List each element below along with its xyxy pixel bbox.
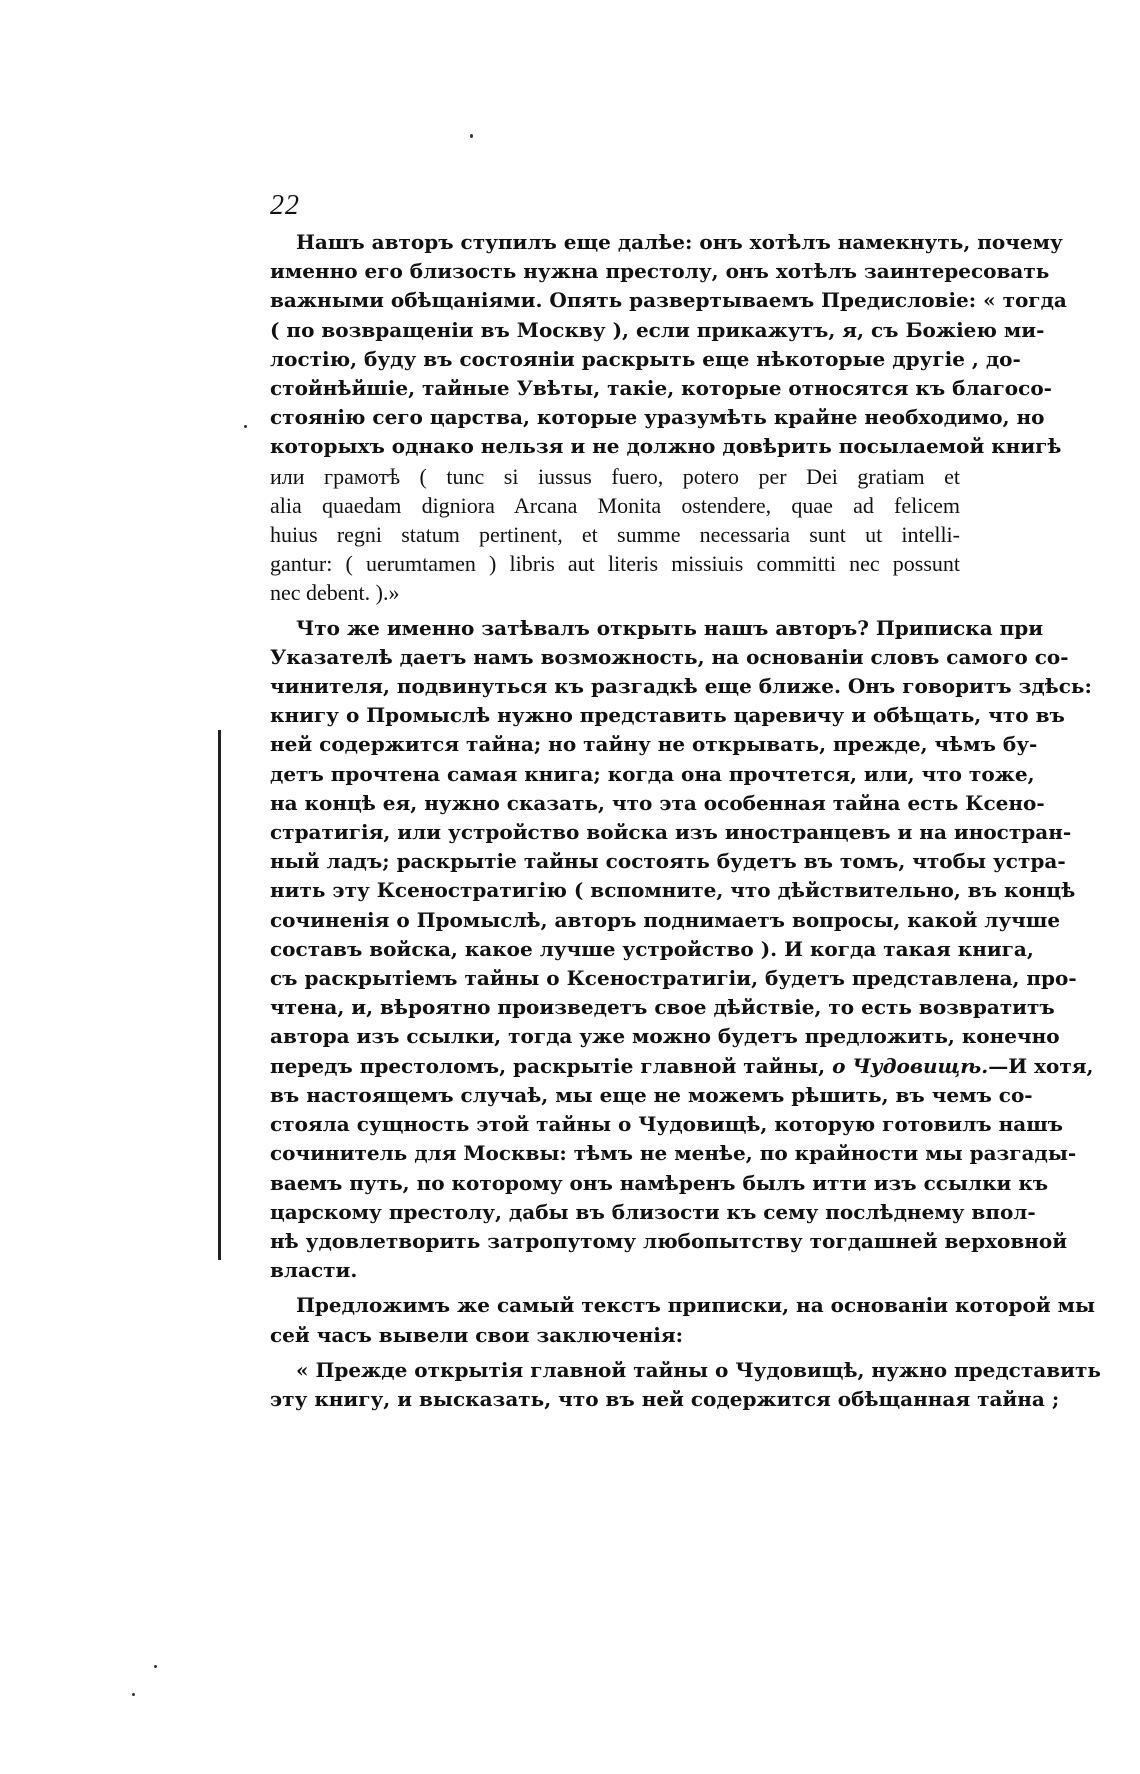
text-line: эту книгу, и высказать, что въ ней содержится обѣщанная тайна ;: [270, 1386, 1060, 1411]
paragraph: [270, 228, 1067, 608]
text-line: стоянію сего царства, которые уразумѣть крайне необходимо, но: [270, 405, 1045, 430]
text-line: составъ войска, какое лучше устройство ). И когда такая книга,: [270, 936, 1034, 961]
text-line: чтена, и, вѣроятно произведетъ свое дѣйствіе, то есть возвратитъ: [270, 995, 1055, 1020]
text-line: чинителя, подвинуться къ разгадкѣ еще ближе. Онъ говоритъ здѣсь:: [270, 674, 1092, 699]
paragraph: [270, 1356, 1101, 1414]
page-content: [270, 190, 1101, 1420]
text-line: на концѣ ея, нужно сказать, что эта особенная тайна есть Ксено-: [270, 790, 1045, 815]
text-segment: —И хотя,: [988, 1053, 1094, 1078]
text-line: автора изъ ссылки, тогда уже можно будетъ предложить, конечно: [270, 1024, 1060, 1049]
text-line: Предложимъ же самый текстъ приписки, на основаніи которой мы: [296, 1293, 1096, 1318]
text-line: стойнѣйшіе, тайные Увѣты, такіе, которые относятся къ благосо-: [270, 376, 1052, 401]
scan-speck: [470, 134, 473, 138]
text-line: [270, 1052, 1094, 1081]
text-line: сочиненія о Промыслѣ, авторъ поднимаетъ вопросы, какой лучше: [270, 907, 1061, 932]
text-line: Нашъ авторъ ступилъ еще далѣе: онъ хотѣлъ намекнуть, почему: [296, 230, 1063, 254]
text-line: сей часъ вывели свои заключенія:: [270, 1322, 683, 1347]
text-line: ный ладъ; раскрытіе тайны состоять будетъ въ томъ, чтобы устра-: [270, 849, 1066, 874]
text-line: детъ прочтена самая книга; когда она прочтется, или, что тоже,: [270, 761, 1035, 786]
text-line: сочинитель для Москвы: тѣмъ не менѣе, по крайности мы разгады-: [270, 1141, 1077, 1166]
text-line: стояла сущность этой тайны о Чудовищѣ, которую готовилъ нашъ: [270, 1112, 1064, 1137]
text-line: съ раскрытіемъ тайны о Ксеностратигіи, будетъ представлена, про-: [270, 966, 1077, 991]
text-line: ней содержится тайна; но тайну не открывать, прежде, чѣмъ бу-: [270, 732, 1038, 757]
text-line: нѣ удовлетворить затропутому любопытству тогдашней верховной: [270, 1228, 1068, 1253]
text-line: важными обѣщаніями. Опять развертываемъ Предисловіе: « тогда: [270, 288, 1067, 313]
text-line: книгу о Промыслѣ нужно представить царевичу и обѣщать, что въ: [270, 703, 1065, 728]
text-segment: передъ престоломъ, раскрытіе главной тайны,: [270, 1053, 833, 1078]
text-line: которыхъ однако нельзя и не должно довѣрить посылаемой книгѣ: [270, 434, 1062, 459]
scan-speck: [244, 425, 247, 428]
text-line: власти.: [270, 1258, 358, 1283]
page-number: 22: [270, 190, 300, 221]
text-line: « Прежде открытія главной тайны о Чудовищѣ, нужно представить: [296, 1357, 1101, 1382]
text-line: huius regni statum pertinent, et summe necessaria sunt ut intelli-: [270, 522, 960, 548]
text-line: именно его близость нужна престолу, онъ хотѣлъ заинтересовать: [270, 259, 1050, 284]
text-body: [270, 228, 1101, 1414]
text-line: лостію, буду въ состояніи раскрыть еще нѣкоторые другіе , до-: [270, 346, 1021, 371]
text-line: gantur: ( uerumtamen ) libris aut literis missiuis committi nec possunt: [270, 551, 960, 577]
paragraph: [270, 614, 1094, 1286]
text-line: ваемъ путь, по которому онъ намѣренъ былъ итти изъ ссылки къ: [270, 1170, 1049, 1195]
text-line: alia quaedam digniora Arcana Monita ostendere, quae ad felicem: [270, 492, 960, 518]
text-line: Указателѣ даетъ намъ возможность, на основаніи словъ самого со-: [270, 644, 1069, 669]
italic-term: о Чудовищѣ.: [832, 1053, 989, 1078]
scan-speck: [132, 1693, 135, 1696]
paragraph: [270, 1291, 1096, 1349]
text-line: nec debent. ).»: [270, 580, 400, 606]
text-line: стратигія, или устройство войска изъ иностранцевъ и на иностран-: [270, 820, 1072, 845]
text-line: или грамотѣ ( tunc si iussus fuero, potero per Dei gratiam et: [270, 463, 960, 489]
text-line: ( по возвращеніи въ Москву ), если прикажутъ, я, съ Божіею ми-: [270, 317, 1045, 342]
text-line: Что же именно затѣвалъ открыть нашъ авторъ? Приписка при: [296, 615, 1044, 640]
text-line: царскому престолу, дабы въ близости къ сему послѣднему впол-: [270, 1199, 1036, 1224]
margin-marker-line: [218, 730, 221, 1260]
text-line: нить эту Ксеностратигію ( вспомните, что дѣйствительно, въ концѣ: [270, 878, 1076, 903]
scan-speck: [154, 1665, 157, 1668]
text-line: въ настоящемъ случаѣ, мы еще не можемъ рѣшить, въ чемъ со-: [270, 1082, 1033, 1107]
